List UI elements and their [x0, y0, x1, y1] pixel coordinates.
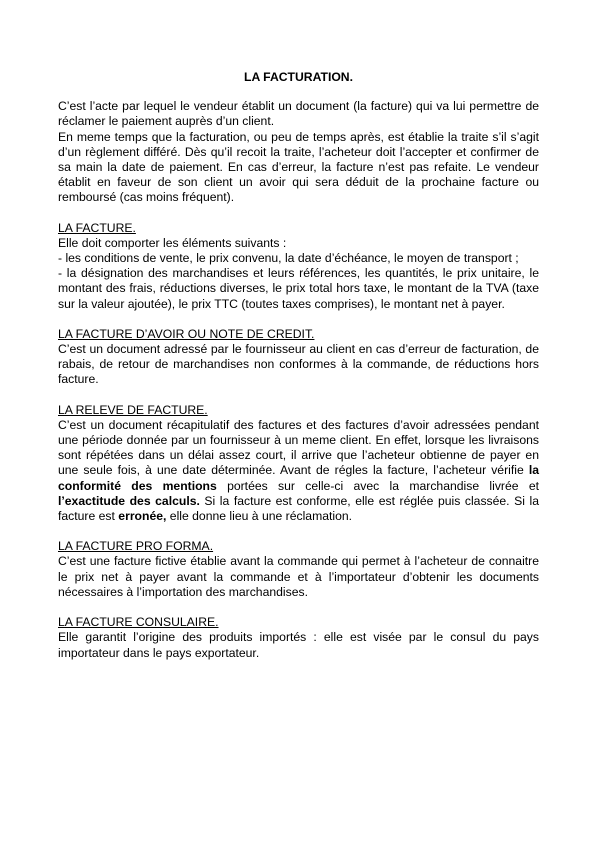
releve-bold-calculs: l’exactitude des calculs.	[58, 493, 200, 508]
consulaire-text: Elle garantit l’origine des produits importés : elle est visée par le consul du pays importateur dans le pays exportateur.	[58, 630, 539, 660]
facture-lead: Elle doit comporter les éléments suivants :	[58, 235, 287, 250]
intro-section	[58, 99, 539, 205]
facture-item-1: - les conditions de vente, le prix convenu, la date d’échéance, le moyen de transport ;	[58, 251, 519, 266]
releve-heading: LA RELEVE DE FACTURE.	[58, 402, 208, 417]
releve-section	[58, 403, 539, 525]
document-title: LA FACTURATION.	[244, 70, 353, 84]
proforma-heading: LA FACTURE PRO FORMA.	[58, 539, 214, 554]
consulaire-heading: LA FACTURE CONSULAIRE.	[58, 615, 219, 630]
avoir-heading: LA FACTURE D’AVOIR OU NOTE DE CREDIT.	[58, 326, 315, 341]
intro-paragraph-1: C’est l’acte par lequel le vendeur établit un document (la facture) qui va lui permettre de réclamer le paiement auprès d’un client.	[58, 99, 539, 129]
releve-bold-erronee: erronée,	[118, 509, 167, 524]
document-page	[58, 70, 539, 661]
avoir-section	[58, 327, 539, 388]
releve-text	[58, 418, 539, 524]
proforma-section	[58, 539, 539, 600]
releve-bold-conformite: la conformité des mentions	[58, 463, 539, 493]
releve-text-part-3: Si la facture est conforme, elle est réglée puis classée. Si la facture est	[58, 493, 539, 524]
proforma-text: C’est une facture fictive établie avant la commande qui permet à l’acheteur de connaitre le prix net à payer avant la commande et à l’importateur d’obtenir les documents nécessaires à l’importation des marchandises.	[58, 554, 539, 599]
consulaire-section	[58, 615, 539, 661]
releve-text-part-4: elle donne lieu à une réclamation.	[166, 509, 353, 524]
releve-text-part-2: portées sur celle-ci avec la marchandise livrée et	[216, 478, 540, 493]
avoir-text: C’est un document adressé par le fournisseur au client en cas d’erreur de facturation, de rabais, de retour de marchandises non conformes à la commande, de réductions hors facture.	[58, 342, 539, 387]
facture-heading: LA FACTURE.	[58, 220, 136, 235]
facture-item-2: - la désignation des marchandises et leurs références, les quantités, le prix unitaire, le montant des frais, réductions diverses, le prix total hors taxe, le montant de la TVA (taxe sur la valeur ajoutée), le prix TTC (toutes taxes comprises), le montant net à payer.	[58, 266, 539, 311]
releve-text-part-1: C’est un document récapitulatif des factures et des factures d’avoir adressées pendant une période donnée par un fournisseur à un meme client. En effet, lorsque les livraisons sont répétées dans un délai assez court, il arrive que l’acheteur obtienne de payer en une seule fois, à une date déterminée. Avant de régles la facture, l’acheteur vérifie	[58, 417, 539, 478]
facture-section	[58, 221, 539, 312]
intro-paragraph-2: En meme temps que la facturation, ou peu de temps après, est établie la traite s’il s’agit d’un règlement différé. Dès qu’il recoit la traite, l’acheteur doit l’accepter et confirmer de sa main la date de paiement. En cas d’erreur, la facture n’est pas refaite. Le vendeur établit en faveur de son client un avoir qui sera déduit de la prochaine facture ou remboursé (cas moins fréquent).	[58, 129, 539, 205]
